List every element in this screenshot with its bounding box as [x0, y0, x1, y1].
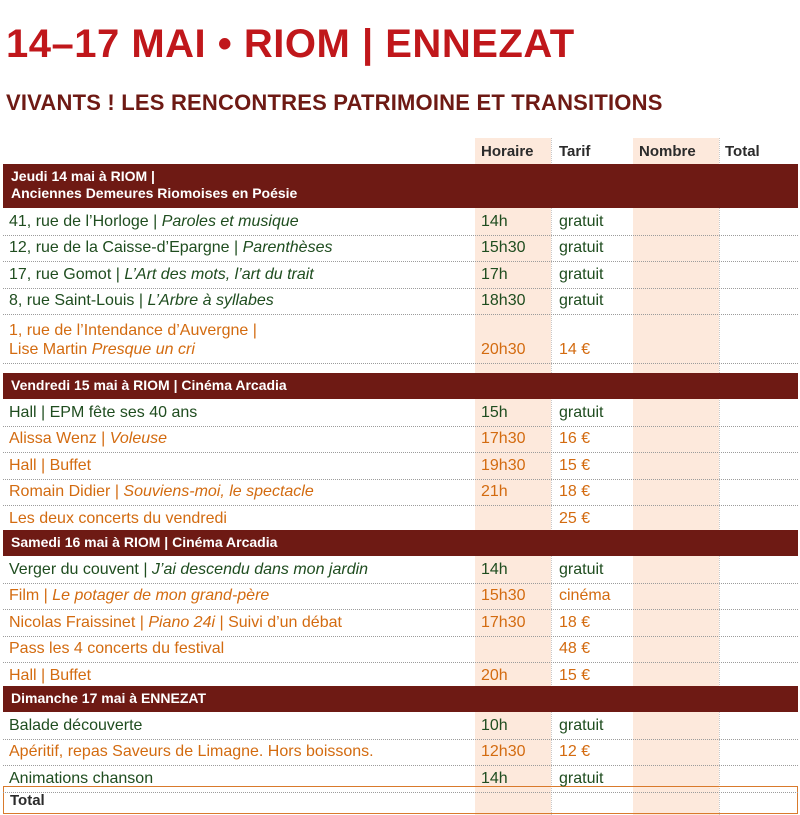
- event-show: L’Arbre à syllabes: [147, 292, 274, 309]
- table-row: [3, 765, 798, 793]
- event-place: Pass les 4 concerts du festival: [9, 640, 225, 657]
- event-note: | Suivi d’un débat: [215, 613, 342, 631]
- table-row: [3, 452, 798, 480]
- event-label: [9, 213, 299, 231]
- table-row: [3, 505, 798, 533]
- event-time: 14h: [481, 212, 508, 230]
- table-row: [3, 426, 798, 454]
- table-row: [3, 399, 798, 427]
- event-time: 17h30: [481, 430, 526, 447]
- header-horaire: Horaire: [481, 143, 534, 160]
- table-row: [3, 556, 798, 584]
- section-header: [3, 373, 798, 399]
- event-show: Presque un cri: [91, 341, 195, 358]
- event-price: 48 €: [559, 640, 591, 657]
- event-show: Souviens-moi, le spectacle: [123, 483, 314, 500]
- table-row: [3, 479, 798, 507]
- event-label: [9, 404, 197, 422]
- event-place: 12, rue de la Caisse-d’Epargne |: [9, 239, 243, 256]
- table-row: [3, 288, 798, 316]
- event-time: 15h30: [481, 587, 526, 604]
- event-label: [9, 510, 227, 528]
- section-title-line: Dimanche 17 mai à ENNEZAT: [11, 690, 207, 706]
- event-label: [9, 587, 269, 605]
- event-place: Romain Didier |: [9, 483, 124, 500]
- event-label: [9, 292, 274, 310]
- section-header: [3, 164, 798, 208]
- event-price: 14 €: [559, 341, 591, 358]
- event-time: 19h30: [481, 456, 526, 474]
- event-place: Animations chanson: [9, 769, 154, 787]
- table-row: [3, 739, 798, 767]
- event-place: Les deux concerts du vendredi: [9, 509, 227, 527]
- event-label: [9, 561, 368, 579]
- event-place: 8, rue Saint-Louis |: [9, 292, 148, 309]
- header-tarif: Tarif: [559, 143, 591, 160]
- event-price: gratuit: [559, 769, 604, 787]
- section-header: [3, 686, 798, 712]
- event-show: Piano 24i: [148, 613, 216, 631]
- event-show: J’ai descendu dans mon jardin: [151, 560, 369, 578]
- event-time: 12h30: [481, 743, 526, 760]
- event-price: gratuit: [559, 560, 604, 578]
- event-price: 25 €: [559, 509, 591, 527]
- table-header: [3, 138, 798, 164]
- event-place: Film |: [9, 587, 53, 604]
- header-total: Total: [725, 143, 760, 160]
- event-place: 17, rue Gomot |: [9, 265, 125, 283]
- event-label: [9, 717, 142, 735]
- section-title-line: Vendredi 15 mai à RIOM | Cinéma Arcadia: [11, 377, 287, 393]
- event-time: 10h: [481, 716, 508, 734]
- event-place: Hall | Buffet: [9, 456, 92, 474]
- event-label: [9, 266, 314, 284]
- table-row: [3, 314, 798, 364]
- event-label: [9, 667, 91, 685]
- event-time: 18h30: [481, 292, 526, 309]
- event-time: 20h: [481, 666, 508, 684]
- event-price: gratuit: [559, 403, 604, 421]
- event-place: Balade découverte: [9, 716, 143, 734]
- section-title-line: Anciennes Demeures Riomoises en Poésie: [11, 185, 298, 201]
- table-row: [3, 583, 798, 611]
- event-price: gratuit: [559, 212, 604, 230]
- page-title: 14–17 MAI • RIOM | ENNEZAT: [6, 22, 575, 66]
- event-price: gratuit: [559, 292, 604, 309]
- event-price: gratuit: [559, 265, 604, 283]
- event-label: [9, 483, 314, 501]
- event-place: 1, rue de l’Intendance d’Auvergne |: [9, 322, 257, 339]
- event-label: [9, 321, 257, 359]
- event-time: 15h: [481, 403, 508, 421]
- event-price: gratuit: [559, 239, 604, 256]
- event-price: 18 €: [559, 613, 591, 631]
- event-time: 20h30: [481, 341, 526, 358]
- event-price: cinéma: [559, 587, 611, 604]
- event-label: [9, 743, 374, 761]
- table-row: [3, 235, 798, 263]
- table-row: [3, 208, 798, 236]
- event-label: [9, 614, 342, 632]
- event-price: 18 €: [559, 483, 591, 500]
- event-label: [9, 430, 167, 448]
- event-price: 12 €: [559, 743, 591, 760]
- event-price: 16 €: [559, 430, 591, 447]
- event-time: 21h: [481, 483, 508, 500]
- header-nombre: Nombre: [639, 143, 696, 160]
- section-title-line: Samedi 16 mai à RIOM | Cinéma Arcadia: [11, 534, 278, 550]
- event-label: [9, 239, 332, 257]
- total-label: Total: [10, 792, 45, 809]
- event-time: 14h: [481, 560, 508, 578]
- event-time: 14h: [481, 769, 508, 787]
- event-price: 15 €: [559, 456, 591, 474]
- table-row: [3, 261, 798, 289]
- event-place: Hall | EPM fête ses 40 ans: [9, 403, 198, 421]
- table-row: [3, 636, 798, 664]
- event-label: [9, 640, 224, 658]
- event-time: 17h: [481, 265, 508, 283]
- event-show: L’Art des mots, l’art du trait: [124, 265, 314, 283]
- event-time: 17h30: [481, 613, 526, 631]
- event-price: 15 €: [559, 666, 591, 684]
- page-subtitle: VIVANTS ! LES RENCONTRES PATRIMOINE ET TRANSITIONS: [6, 90, 663, 115]
- section-header: [3, 530, 798, 556]
- section-title-line: Jeudi 14 mai à RIOM |: [11, 168, 155, 184]
- event-show: Parenthèses: [242, 239, 333, 256]
- event-show: Paroles et musique: [161, 212, 299, 230]
- event-place: Verger du couvent |: [9, 560, 152, 578]
- table-row: [3, 609, 798, 637]
- event-place: Nicolas Fraissinet |: [9, 613, 149, 631]
- event-show: Le potager de mon grand-père: [52, 587, 270, 604]
- event-show: Voleuse: [109, 430, 168, 447]
- table-row: [3, 712, 798, 740]
- event-place: Alissa Wenz |: [9, 430, 110, 447]
- event-artist: Lise Martin: [9, 341, 92, 358]
- event-place: Apéritif, repas Saveurs de Limagne. Hors boissons.: [9, 743, 374, 760]
- event-price: gratuit: [559, 716, 604, 734]
- event-label: [9, 770, 153, 788]
- event-place: Hall | Buffet: [9, 666, 92, 684]
- event-time: 15h30: [481, 239, 526, 256]
- event-place: 41, rue de l’Horloge |: [9, 212, 162, 230]
- event-label: [9, 457, 91, 475]
